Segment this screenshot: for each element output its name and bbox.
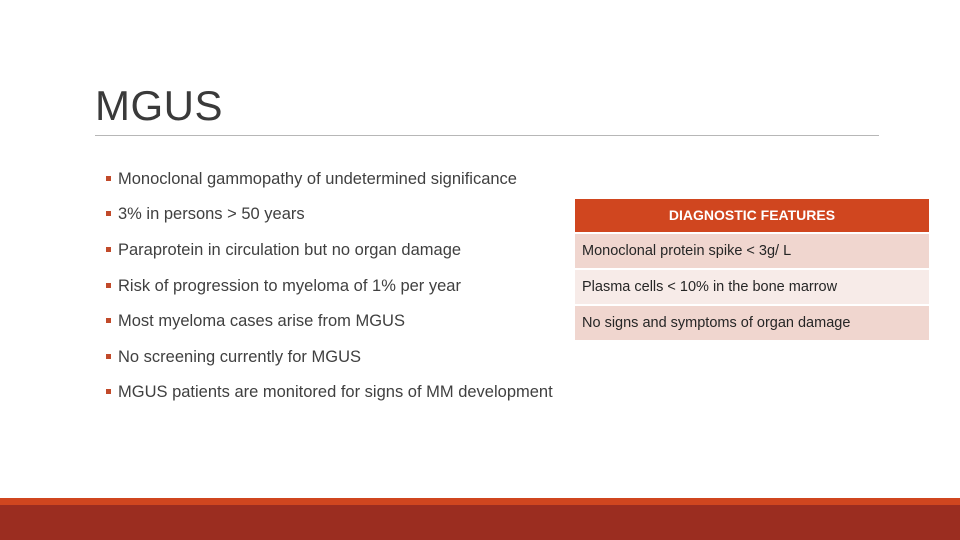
bullet-text: 3% in persons > 50 years [118,205,305,223]
table-header: DIAGNOSTIC FEATURES [575,199,929,234]
diagnostic-features-table [575,199,929,342]
table-row: Monoclonal protein spike < 3g/ L [575,234,929,270]
square-bullet-icon [106,283,111,288]
bullet-text: Risk of progression to myeloma of 1% per year [118,277,461,295]
table-row: Plasma cells < 10% in the bone marrow [575,270,929,306]
title-divider [95,135,879,136]
bullet-text: Monoclonal gammopathy of undetermined significance [118,170,517,188]
footer-accent-bar [0,498,960,505]
bullet-item [106,240,461,260]
bullet-text: No screening currently for MGUS [118,348,361,366]
bullet-item [106,204,305,224]
table-row: No signs and symptoms of organ damage [575,306,929,342]
bullet-item [106,347,361,367]
bullet-item [106,276,461,296]
square-bullet-icon [106,211,111,216]
footer-bar [0,505,960,540]
bullet-text: Paraprotein in circulation but no organ damage [118,241,462,259]
bullet-item [106,311,405,331]
square-bullet-icon [106,318,111,323]
bullet-item [106,169,517,189]
square-bullet-icon [106,247,111,252]
square-bullet-icon [106,176,111,181]
bullet-text: MGUS patients are monitored for signs of MM development [118,383,553,401]
slide-title: MGUS [95,82,223,129]
bullet-item [106,382,553,402]
square-bullet-icon [106,389,111,394]
square-bullet-icon [106,354,111,359]
bullet-text: Most myeloma cases arise from MGUS [118,312,405,330]
